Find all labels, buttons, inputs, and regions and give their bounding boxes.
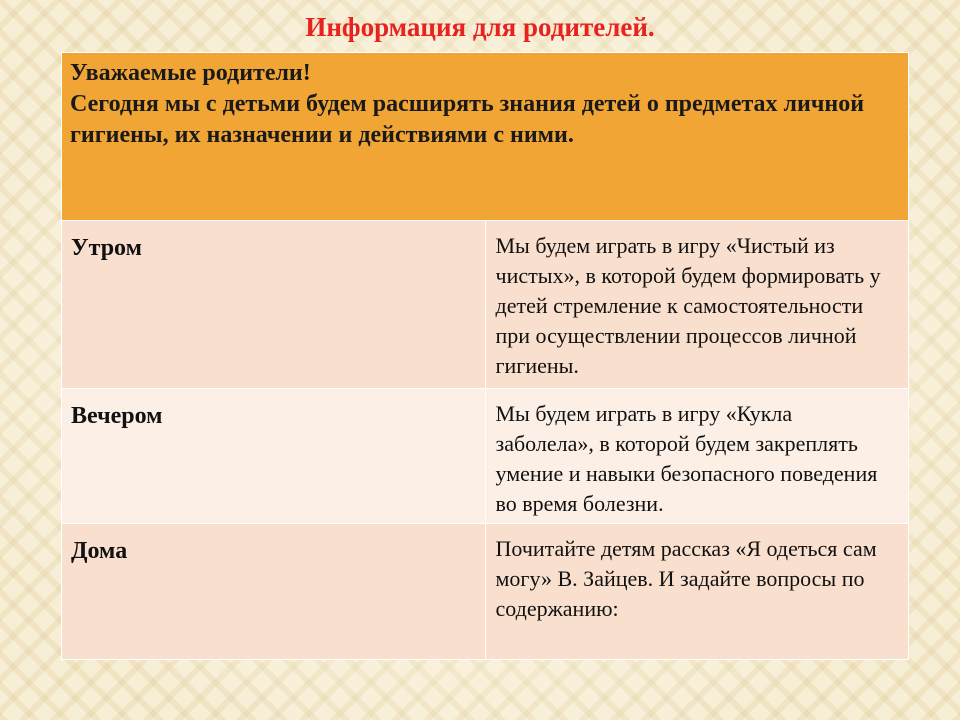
row-text-evening: Мы будем играть в игру «Кукла заболела», в которой будем закреплять умение и навыки безопасного поведения во время болезни. [485, 389, 909, 524]
info-table [61, 52, 909, 660]
row-label-evening: Вечером [62, 389, 486, 524]
row-label-morning: Утром [62, 221, 486, 389]
table-header-row [62, 53, 909, 221]
table-row [62, 389, 909, 524]
row-text-home: Почитайте детям рассказ «Я одеться сам могу» В. Зайцев. И задайте вопросы по содержанию: [485, 524, 909, 660]
page-title: Информация для родителей. [305, 12, 655, 42]
header-cell [62, 53, 909, 221]
row-text-morning: Мы будем играть в игру «Чистый из чистых», в которой будем формировать у детей стремление к самостоятельности при осуществлении процессов личной гигиены. [485, 221, 909, 389]
table-row [62, 524, 909, 660]
header-intro: Сегодня мы с детьми будем расширять знания детей о предметах личной гигиены, их назначении и действиями с ними. [70, 91, 865, 148]
header-greeting: Уважаемые родители! [70, 60, 311, 86]
table-row [62, 221, 909, 389]
row-label-home: Дома [62, 524, 486, 660]
